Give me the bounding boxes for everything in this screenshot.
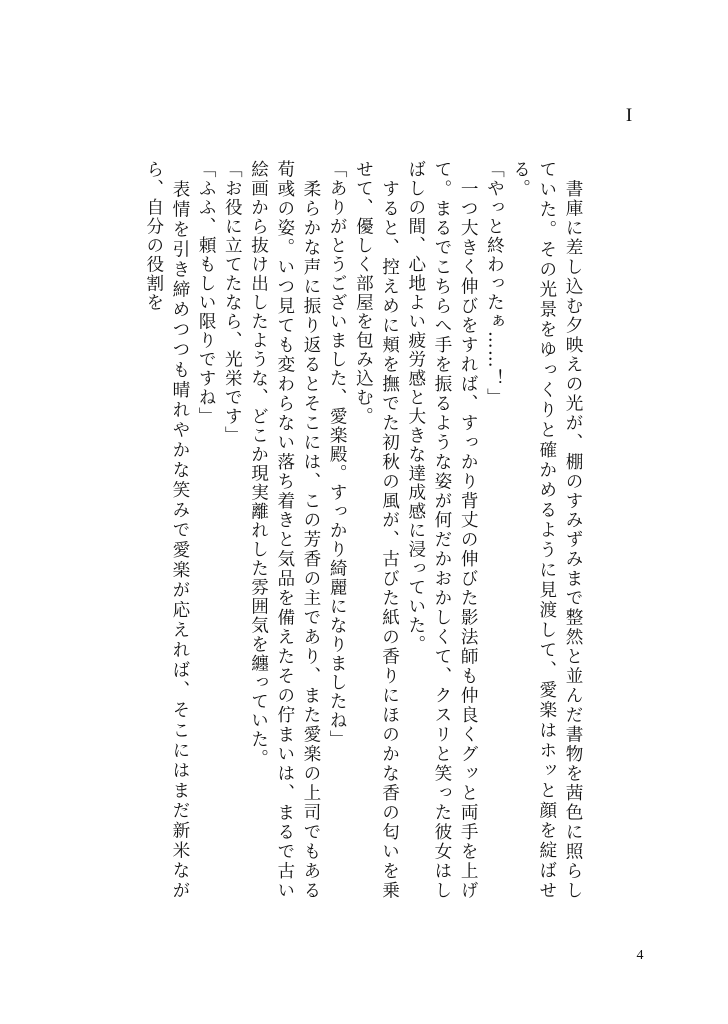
paragraph: 「お役に立てたなら、光栄です」 [222, 160, 243, 445]
paragraph: 書庫に差し込む夕映えの光が、棚のすみずみまで整然と並んだ書物を茜色に照らしていた。その光景をゆっくりと確かめるように見渡して、愛楽はホッと顔を綻ばせる。 [510, 160, 583, 900]
paragraph: 表情を引き締めつつも晴れやかな笑みで愛楽が応えれば、そこにはまだ新米ながら、自分の役割を [143, 160, 190, 900]
paragraph: 「やっと終わったぁ……！」 [484, 160, 505, 407]
paragraph: 「ふふ、頼もしい限りですね」 [196, 160, 217, 426]
paragraph: 柔らかな声に振り返るとそこには、この芳香の主であり、また愛楽の上司でもある荀彧の姿。いつ見ても変わらない落ち着きと気品を備えたその佇まいは、まるで古い絵画から抜け出したような、どこか現実離れした雰囲気を纏っていた。 [248, 160, 321, 900]
paragraph: 「ありがとうございました、愛楽殿。すっかり綺麗になりましたね」 [327, 160, 348, 749]
body-text [110, 160, 586, 900]
paragraph: 一つ大きく伸びをすれば、すっかり背丈の伸びた影法師も仲良くグッと両手を上げて。まるでこちらへ手を振るような姿が何だかおかしくて、クスリと笑った彼女はしばしの間、心地よい疲労感と大きな達成感に浸っていた。 [405, 160, 479, 900]
chapter-heading: I [625, 105, 633, 126]
paragraph: すると、控えめに頬を撫でた初秋の風が、古びた紙の香りにほのかな香の匂いを乗せて、優しく部屋を包み込む。 [353, 160, 400, 900]
page-number: 4 [636, 948, 644, 963]
